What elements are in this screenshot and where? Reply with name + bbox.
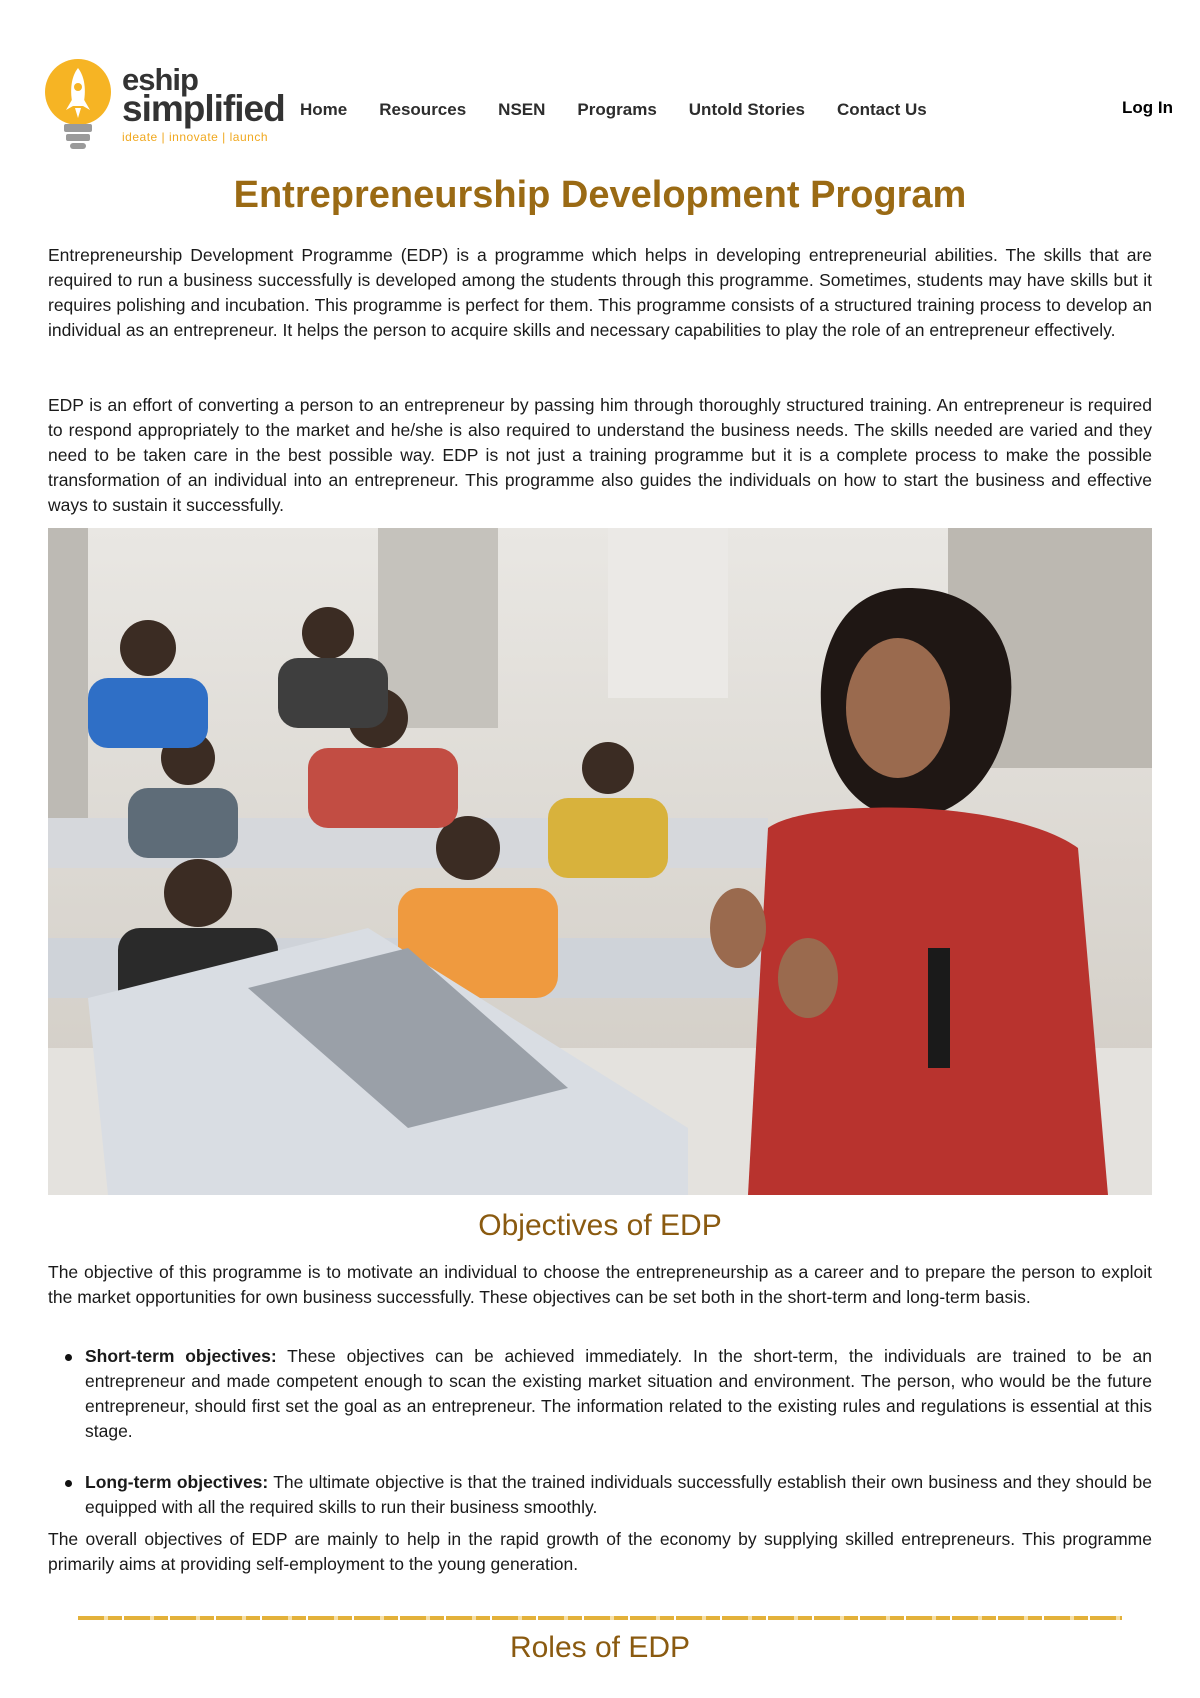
objectives-intro: The objective of this programme is to motivate an individual to choose the entrepreneurship as a career and to prepare the person to exploit the market opportunities for own business successfully. These objectives can be set both in the short-term and long-term basis.	[48, 1262, 1152, 1307]
list-item-long-term	[48, 1470, 1152, 1520]
logo-tagline: ideate | innovate | launch	[122, 130, 268, 144]
long-term-label: Long-term objectives:	[85, 1472, 269, 1492]
logo-word-eship: eship	[122, 62, 198, 97]
login-link[interactable]: Log In	[1122, 98, 1173, 117]
nav-nsen[interactable]: NSEN	[498, 100, 546, 119]
objectives-summary: The overall objectives of EDP are mainly to help in the rapid growth of the economy by supplying skilled entrepreneurs. This programme primarily aims at providing self-employment to the young generation.	[48, 1529, 1152, 1574]
objectives-list-2	[48, 1470, 1152, 1520]
objectives-heading: Objectives of EDP	[478, 1209, 722, 1242]
nav-untold-stories[interactable]: Untold Stories	[688, 100, 805, 119]
nav-home[interactable]: Home	[300, 100, 348, 119]
intro-paragraph-2: EDP is an effort of converting a person to an entrepreneur by passing him through thoroughly structured training. An entrepreneur is required to respond appropriately to the market and he/she is also required to understand the business needs. The skills needed are varied and they need to be taken care in the best possible way. EDP is not just a training programme but it is a complete process to make the possible transformation of an individual into an entrepreneur. This programme also guides the individuals on how to start the business and effective ways to sustain it successfully.	[48, 395, 1152, 515]
long-term-text: The ultimate objective is that the trained individuals successfully establish their own business and they should be equipped with all the required skills to run their business smoothly.	[85, 1472, 1152, 1517]
site-header	[0, 0, 1200, 160]
classroom-photo	[48, 528, 1152, 1195]
page-title: Entrepreneurship Development Program	[233, 174, 967, 216]
main-nav	[300, 100, 959, 120]
section-divider	[78, 1616, 1122, 1620]
roles-heading: Roles of EDP	[509, 1631, 691, 1664]
list-item-short-term	[48, 1344, 1152, 1444]
nav-resources[interactable]: Resources	[379, 100, 467, 119]
lightbulb-rocket-icon	[44, 54, 120, 154]
objectives-list-1	[48, 1344, 1152, 1444]
short-term-text: These objectives can be achieved immediately. In the short-term, the individuals are trained to be an entrepreneur and made competent enough to scan the existing market situation and environment. The person, who would be the future entrepreneur, should first set the goal as an entrepreneur. The information related to the existing rules and regulations is essential at this stage.	[85, 1346, 1153, 1441]
logo-word-simplified: simplified	[122, 88, 285, 129]
site-logo[interactable]	[44, 54, 294, 154]
intro-paragraph-1: Entrepreneurship Development Programme (EDP) is a programme which helps in developing entrepreneurial abilities. The skills that are required to run a business successfully is developed among the students through this programme. Sometimes, students may have skills but it requires polishing and incubation. This programme is perfect for them. This programme consists of a structured training process to develop an individual as an entrepreneur. It helps the person to acquire skills and necessary capabilities to play the role of an entrepreneur effectively.	[48, 245, 1152, 340]
nav-programs[interactable]: Programs	[577, 100, 657, 119]
nav-contact-us[interactable]: Contact Us	[836, 100, 927, 119]
short-term-label: Short-term objectives:	[85, 1346, 277, 1366]
